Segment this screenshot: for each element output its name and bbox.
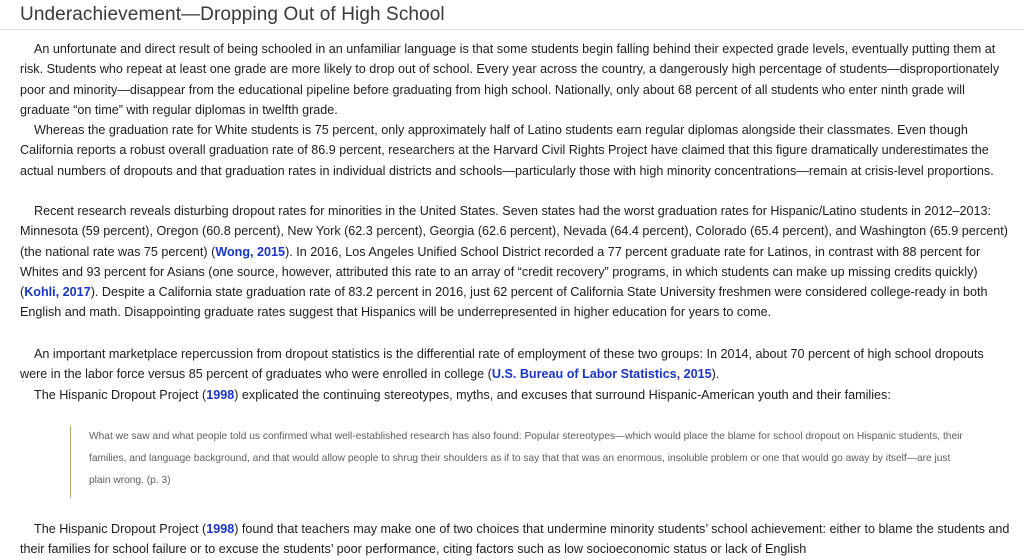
paragraph-6-text-b: ) found that teachers may make one of two choices that undermine minority students’ school achievement: either to blame the students and their families for school failure or to excuse the students’ poor performance, citing factors such as low socioeconomic status or lack of English [20,522,1010,557]
citation-1998-link[interactable]: 1998 [206,388,235,402]
paragraph-4 [20,344,1014,385]
paragraph-5 [20,385,1014,405]
paragraph-6 [20,519,1014,560]
block-quote-text: What we saw and what people told us confirmed what well-established research has also found: Popular stereotypes—which would place the blame for school dropout on Hispanic students, their families, and language background, and that would allow people to shrug their shoulders as if to say that that was an enormous, insoluble problem or one that would go away by itself—are just plain wrong. (p. 3) [89,431,963,486]
paragraph-3-text-c: ). Despite a California state graduation rate of 83.2 percent in 2016, just 62 percent of California State University freshmen were considered college-ready in both English and math. Disappointing graduate rates suggest that Hispanics will be underrepresented in higher education for years to come. [20,285,988,320]
paragraph-3 [20,201,1014,323]
citation-kohli-2017-link[interactable]: Kohli, 2017 [24,285,91,300]
section-heading: Underachievement—Dropping Out of High School [20,4,445,25]
citation-wong-2015-link[interactable]: Wong, 2015 [215,244,286,259]
paragraph-5-text-a: The Hispanic Dropout Project ( [34,388,207,402]
paragraph-4-text-a: An important marketplace repercussion from dropout statistics is the differential rate of employment of these two groups: In 2014, about 70 percent of high school dropouts were in the labor force versus 85 percent of graduates who were enrolled in college ( [20,347,984,382]
paragraph-3-text-b: ). In 2016, Los Angeles Unified School District recorded a 77 percent graduate rate for Latinos, in contrast with 88 percent for Whites and 93 percent for Asians (one source, however, attributed this rate to an array of “credit recovery” programs, in which students can make up missing credits quickly) ( [20,244,981,300]
paragraph-1: An unfortunate and direct result of being schooled in an unfamiliar language is that some students begin falling behind their expected grade levels, eventually putting them at risk. Students who repeat at least one grade are more likely to drop out of school. Every year across the country, a dangerously high percentage of students—disproportionately poor and minority—disappear from the educational pipeline before graduating from high school. Nationally, only about 68 percent of all students who enter ninth grade will graduate “on time” with regular diplomas in twelfth grade. [20,42,1000,117]
heading-divider [0,29,1024,30]
block-quote [70,426,971,498]
citation-bls-2015-link[interactable]: U.S. Bureau of Labor Statistics, 2015 [491,367,712,382]
paragraph-3-text-a: Recent research reveals disturbing dropout rates for minorities in the United States. Seven states had the worst graduation rates for Hispanic/Latino students in 2012–2013: Minnesota (59 percent), Oregon (60.8 percent), New York (62.3 percent), Georgia (62.6 percent), Nevada (64.4 percent), Colorado (65.4 percent), and Washington (65.9 percent) (the national rate was 75 percent) ( [20,204,1008,259]
citation-1998-link-2[interactable]: 1998 [206,522,235,536]
paragraph-6-text-a: The Hispanic Dropout Project ( [34,522,207,536]
paragraph-4-text-b: ). [711,367,720,382]
paragraph-5-text-b: ) explicated the continuing stereotypes, myths, and excuses that surround Hispanic-American youth and their families: [234,388,891,402]
paragraph-2: Whereas the graduation rate for White students is 75 percent, only approximately half of Latino students earn regular diplomas alongside their classmates. Even though California reports a robust overall graduation rate of 86.9 percent, researchers at the Harvard Civil Rights Project have claimed that this figure dramatically underestimates the actual numbers of dropouts and that graduation rates in individual districts and schools—particularly those with high minority concentrations—remain at crisis-level proportions. [20,123,994,178]
